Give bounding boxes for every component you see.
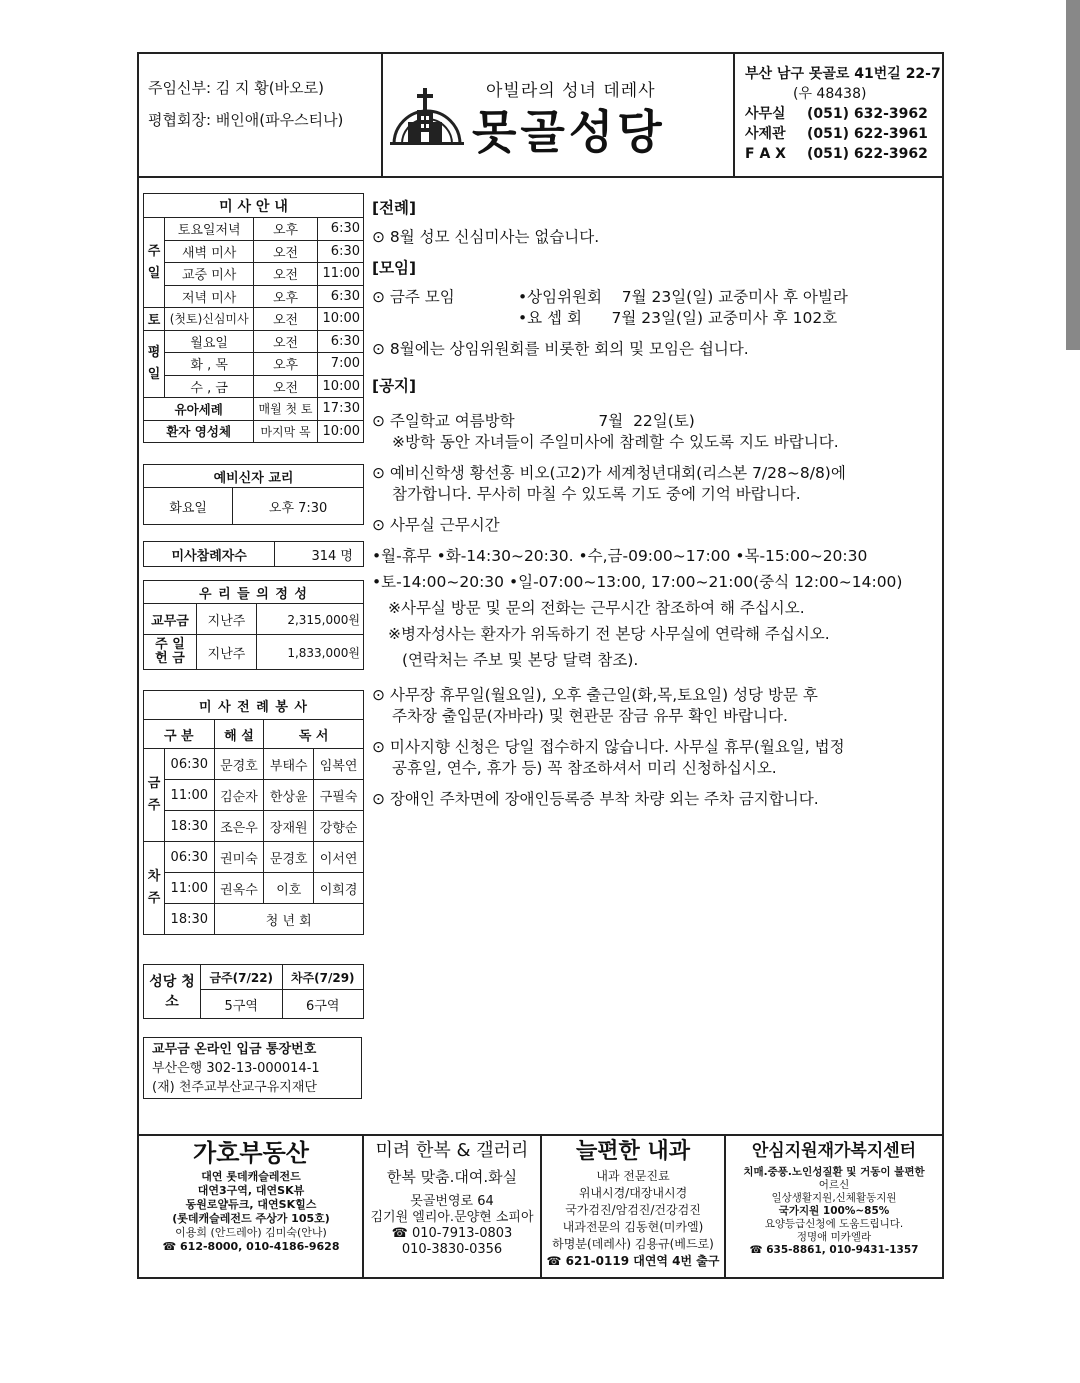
ad-hanbok: 미려 한복 & 갤러리 한복 맞춤.대여.화실 못골번영로 64 김기원 엘리아.문양현 소피아 ☎ 010-7913-0803 010-3830-0356 — [370, 1140, 534, 1257]
mass-guide-title: 미 사 안 내 — [144, 194, 364, 218]
header-vline-right — [733, 52, 735, 177]
church-subtitle: 아빌라의 성녀 데레사 — [486, 81, 656, 101]
table-row: 수 , 금 오전 10:00 — [144, 375, 364, 398]
catechumen-table: 예비신자 교리 화요일 오후 7:30 — [143, 464, 364, 525]
pastor-line: 주임신부: 김 지 황(바오로) — [148, 79, 324, 97]
postal-code: (우 48438) — [793, 86, 867, 102]
scrollbar[interactable] — [1066, 0, 1080, 350]
church-title-block — [384, 54, 730, 176]
section-notice: [공지] — [372, 377, 417, 395]
contact-office: 사무실 (051) 632-3962 — [745, 106, 928, 122]
ad-clinic: 늘편한 내과 내과 전문진료 위내시경/대장내시경 국가검진/암검진/건강검진 내과전문의 김동현(미카엘) 하명분(데레사) 김용규(베드로) ☎ 621-0119 대연역 4번 출구 — [546, 1139, 720, 1268]
table-row: 환자 영성체 마지막 목 10:00 — [144, 420, 364, 443]
bank-title: 교무금 온라인 입금 통장번호 — [152, 1042, 317, 1057]
table-row: 18:30 청 년 회 — [144, 904, 364, 935]
ad-realestate: 가호부동산 대연 롯데캐슬레전드 대연3구역, 대연SK뷰 동원로얄듀크, 대연SK힐스 (롯데캐슬레전드 주상가 105호) 이용희 (안드레아) 김미숙(안나) ☎ 612-8000, 010-4186-9628 — [162, 1139, 340, 1253]
attendance-table: 미사참례자수 314 명 — [143, 541, 364, 567]
table-row: 토 (첫토)신심미사 오전 10:00 — [144, 308, 364, 331]
catechumen-title: 예비신자 교리 — [144, 465, 364, 488]
table-row: 주 일 헌 금 지난주 1,833,000원 — [144, 635, 364, 670]
cleaning-table: 성당 청소 금주(7/22) 차주(7/29) 5구역 6구역 — [143, 964, 364, 1019]
table-row: 주일 토요일저녁 오후 6:30 — [144, 218, 364, 241]
contact-rectory: 사제관 (051) 622-3961 — [745, 126, 928, 142]
table-row: 유아세례 매월 첫 토 17:30 — [144, 398, 364, 421]
header-divider — [137, 176, 944, 178]
bank-box — [143, 1037, 362, 1099]
table-row: 화 , 목 오후 7:00 — [144, 353, 364, 376]
ad-care-center: 안심지원재가복지센터 치매.중풍.노인성질환 및 거동이 불편한 어르신 일상생활지원,신체활동지원 국가지원 100%~85% 요양등급신청에 도움드립니다. 정명애 미카엘라 ☎ 635-8861, 010-9431-1357 — [743, 1141, 925, 1256]
section-meeting: [모임] — [372, 259, 417, 277]
header-contacts — [745, 64, 941, 164]
header-left — [148, 72, 343, 136]
sunday-label: 주일 — [144, 218, 165, 308]
church-name: 못골성당 — [472, 105, 666, 159]
table-row: 18:30 조은우 장재원 강향순 — [144, 811, 364, 842]
offering-table: 우 리 들 의 정 성 교무금 지난주 2,315,000원 주 일 헌 금 지난주 1,833,000원 — [143, 580, 364, 670]
header-vline-left — [381, 52, 383, 177]
servers-table: 미 사 전 례 봉 사 구 분 해 설 독 서 금주 06:30 문경호 부태수 임복연 11:00 김순자 한상윤 구필숙 18:30 조은우 장재원 강향순 차주 06:30 권미숙 문경호 이서연 11:00 권옥수 이호 이희경 18:30 청 년 회 — [143, 690, 364, 935]
section-liturgy: [전례] — [372, 199, 417, 217]
notices: [전례] ⊙ 8월 성모 신심미사는 없습니다. [모임] ⊙ 금주 모임 •상임위원회 7월 23일(일) 교중미사 후 아빌라 •요 셉 회 7월 23일(일) 교중미사 후 102호 ⊙ 8월에는 상임위원회를 비롯한 회의 및 모임은 쉽니다. [공지] ⊙ 주일학교 여름방학 7월 22일(토) ※방학 동안 자녀들이 주일미사에 참례할 수 있도록 지도 바랍니다. ⊙ 예비신학생 황선홍 비오(고2)가 세계청년대회(리스본 7/28~8/8)에 참가합니다. 무사히 마칠 수 있도록 기도 중에 기억 바랍니다. ⊙ 사무실 근무시간 •월-휴무 •화-14:30~20:30. •수,금-09:00~17:00 •목-15:00~20:30 •토-14:00~20:30 •일-07:00~13:00, 17:00~21:00(중식 12:00~14:00) ※사무실 방문 및 문의 전화는 근무시간 참조하여 해 주십시오. ※병자성사는 환자가 위독하기 전 본당 사무실에 연락해 주십시오. (연락처는 주보 및 본당 달력 참조). ⊙ 사무장 휴무일(월요일), 오후 출근일(화,목,토요일) 성당 방문 후 주차장 출입문(자바라) 및 현관문 잠금 유무 확인 바랍니다. ⊙ 미사지향 신청은 당일 접수하지 않습니다. 사무실 휴무(월요일, 법정 공휴일, 연수, 휴가 등) 꼭 참조하셔서 미리 신청하십시오. ⊙ 장애인 주차면에 장애인등록증 부착 차량 외는 주차 금지합니다. — [372, 198, 937, 810]
saturday-label: 토 — [144, 308, 165, 331]
weekday-label: 평일 — [144, 330, 165, 398]
table-row: 교중 미사 오전 11:00 — [144, 263, 364, 286]
bank-account: 부산은행 302-13-000014-1 — [152, 1061, 320, 1076]
table-row: 금주 06:30 문경호 부태수 임복연 — [144, 749, 364, 780]
address: 부산 남구 못골로 41번길 22-7 — [745, 66, 941, 82]
table-row: 11:00 권옥수 이호 이희경 — [144, 873, 364, 904]
church-logo-icon — [390, 84, 464, 148]
bank-holder: (재) 천주교부산교구유지재단 — [152, 1080, 317, 1095]
mass-guide-table — [143, 193, 364, 443]
table-row: 교무금 지난주 2,315,000원 — [144, 604, 364, 635]
table-row: 저녁 미사 오후 6:30 — [144, 285, 364, 308]
table-row: 11:00 김순자 한상윤 구필숙 — [144, 780, 364, 811]
contact-fax: F A X (051) 622-3962 — [745, 146, 928, 162]
table-row: 차주 06:30 권미숙 문경호 이서연 — [144, 842, 364, 873]
table-row: 평일 월요일 오전 6:30 — [144, 330, 364, 353]
chairman-line: 평협회장: 배인애(파우스티나) — [148, 111, 344, 129]
table-row: 새벽 미사 오전 6:30 — [144, 240, 364, 263]
